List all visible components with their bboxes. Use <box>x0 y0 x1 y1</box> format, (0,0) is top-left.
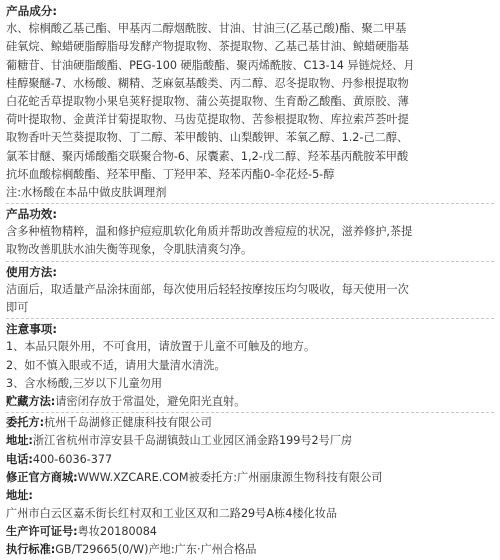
address-label-2: 地址: <box>6 488 33 502</box>
address-value-2: 广州市白云区嘉禾街长红村双和工业区双和二路29号A栋4楼化妆品 <box>6 507 338 521</box>
section-divider <box>6 318 494 319</box>
ingredients-line-9: 抗坏血酸棕榈酸酯、羟苯甲酯、丁羟甲苯、羟苯丙酯0-伞花烃-5-醇 <box>6 167 335 181</box>
standard-row <box>6 541 494 559</box>
ingredients-line-1: 水、棕榈酸乙基己酯、甲基丙二醇烟酰胺、甘油、甘油三(乙基己酸)酯、聚二甲基 <box>6 22 407 36</box>
precautions-heading: 注意事项: <box>6 322 58 337</box>
phone-label: 电话: <box>6 452 33 466</box>
mall-row <box>6 469 494 487</box>
section-divider <box>6 203 494 204</box>
ingredients-line-2: 硅氧烷、鲸蜡硬脂醇脂母发酵产物提取物、茶提取物、乙基己基甘油、鲸蜡硬脂基 <box>6 40 409 54</box>
usage-line-1: 洁面后，取适量产品涂抹面部，每次使用后轻轻按摩按压均匀吸收，每天使用一次 <box>6 282 409 296</box>
client-label: 委托方: <box>6 416 45 430</box>
mall-value: WWW.XZCARE.COM被委托方:广州丽康源生物科技有限公司 <box>77 470 383 484</box>
client-value: 杭州千岛湖修正健康科技有限公司 <box>44 416 212 430</box>
section-divider <box>6 412 494 413</box>
efficacy-line-2: 取物改善肌肤水油失衡等现象，令肌肤清爽匀净。 <box>6 243 253 257</box>
phone-row <box>6 451 494 469</box>
efficacy-line-1: 含多种植物精粹，温和修护痘痘肌软化角质并帮助改善痘痘的状况，滋养修护,茶提 <box>6 225 413 239</box>
storage-label: 贮藏方法: <box>6 394 56 408</box>
address-value-1: 浙江省杭州市淳安县千岛湖镇鼓山工业园区涌金路199号2号厂房 <box>32 434 353 448</box>
ingredients-line-4: 桂醇聚醚-7、水杨酸、糊精、芝麻氨基酸类、丙二醇、忍冬提取物、丹参根提取物 <box>6 76 409 90</box>
license-value: 粤妆20180084 <box>77 525 157 539</box>
client-row <box>6 414 494 432</box>
address-row-2 <box>6 487 494 505</box>
ingredients-heading: 产品成分: <box>6 4 58 18</box>
precautions-line-3: 3、含水杨酸,三岁以下儿童勿用 <box>6 376 163 390</box>
precautions-line-1: 1、本品只限外用，不可食用，请放置于儿童不可触及的地方。 <box>6 340 316 354</box>
usage-line-2: 即可 <box>6 301 29 314</box>
address-label-1: 地址: <box>6 434 33 448</box>
ingredients-line-6: 荷叶提取物、金黄洋甘菊提取物、马齿苋提取物、苦参根提取物、库拉索芦荟叶提 <box>6 113 409 127</box>
phone-value: 400-6036-377 <box>32 452 113 466</box>
ingredients-note: 注:水杨酸在本品中做皮肤调理剂 <box>6 185 167 199</box>
mall-label: 修正官方商城: <box>6 470 78 484</box>
address-row-1 <box>6 432 494 450</box>
precautions-line-2: 2、如不慎入眼或不适，请用大量清水清洗。 <box>6 358 226 372</box>
ingredients-line-5: 白花蛇舌草提取物小果皂荚籽提取物、蒲公英提取物、生育酚乙酸酯、黄原胶、薄 <box>6 94 409 108</box>
license-row <box>6 523 494 541</box>
ingredients-line-3: 葡糖苷、甘油硬脂酸酯、PEG-100 硬脂酸酯、聚丙烯酰胺、C13-14 异链烷烃、月 <box>6 58 415 72</box>
ingredients-line-7: 取物香叶天竺葵提取物、丁二醇、苯甲酸钠、山梨酸钾、苯氧乙醇、1.2-己二醇、 <box>6 131 409 145</box>
usage-heading: 使用方法: <box>6 264 58 279</box>
section-divider <box>6 261 494 262</box>
license-label: 生产许可证号: <box>6 525 78 539</box>
standard-value: GB/T29665(0/W)产地:广东·广州合格品 <box>55 543 257 557</box>
standard-label: 执行标准: <box>6 543 56 557</box>
ingredients-line-8: 氯苯甘醚、聚丙烯酸酯交联聚合物-6、尿囊素、1,2-戊二醇、羟苯基丙酰胺苯甲酸 <box>6 149 409 163</box>
storage-row <box>6 393 494 411</box>
efficacy-heading: 产品功效: <box>6 207 58 222</box>
storage-value: 请密闭存放于常温处，避免阳光直射。 <box>55 394 246 408</box>
